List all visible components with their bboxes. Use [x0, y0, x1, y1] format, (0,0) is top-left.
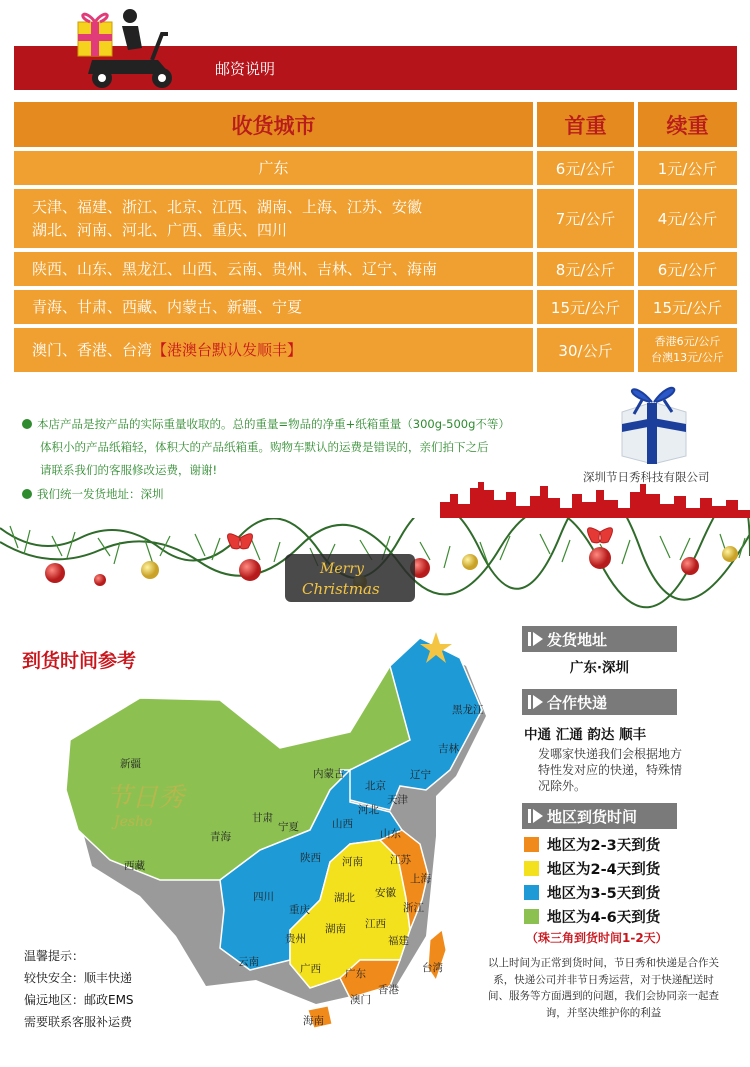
tip-line-3: 需要联系客服补运费 [24, 1015, 133, 1029]
map-label-aomen: 澳门 [350, 994, 371, 1006]
bar-icon [528, 632, 531, 646]
map-label-hubei: 湖北 [334, 892, 355, 904]
map-label-shaanxi: 陕西 [300, 852, 321, 864]
map-label-anhui: 安徽 [375, 887, 396, 899]
header-extra-weight: 续重 [638, 102, 737, 147]
row-cities-highlight: 【港澳台默认发顺丰】 [152, 340, 303, 359]
map-label-heilongjiang: 黑龙江 [452, 704, 484, 716]
map-label-jiangsu: 江苏 [390, 854, 411, 866]
courier-list: 中通 汇通 韵达 顺丰 [524, 727, 647, 743]
note-text: 我们统一发货地址：深圳 [37, 487, 164, 501]
row-cities-line2: 湖北、河南、河北、广西、重庆、四川 [32, 220, 288, 239]
row-cities: 广东 [14, 151, 533, 185]
map-label-taiwan: 台湾 [422, 962, 443, 974]
legend-label: 地区为2-3天到货 [547, 837, 661, 854]
row-first-price: 6元/公斤 [537, 151, 634, 185]
map-label-qinghai: 青海 [210, 831, 231, 843]
table-row [14, 252, 737, 286]
legend-note: （珠三角到货时间1-2天） [526, 931, 668, 945]
map-label-xinjiang: 新疆 [120, 758, 141, 770]
courier-title: 合作快递 [547, 693, 608, 712]
gift-box-icon [612, 372, 694, 464]
row-cities-text: 澳门、香港、台湾 [32, 340, 153, 359]
legend-swatch [524, 885, 539, 900]
header-title: 邮资说明 [215, 60, 276, 78]
map-label-guizhou: 贵州 [285, 933, 306, 945]
ship-from-value: 广东·深圳 [569, 660, 630, 676]
row-cities [14, 328, 533, 372]
map-label-jilin: 吉林 [438, 743, 459, 755]
table-row [14, 328, 737, 372]
row-extra-price: 4元/公斤 [638, 189, 737, 248]
map-label-neimenggu: 内蒙古 [313, 768, 345, 780]
row-extra-price: 1元/公斤 [638, 151, 737, 185]
map-label-hunan: 湖南 [325, 923, 346, 935]
tips-title: 温馨提示： [24, 949, 85, 963]
legend-item [524, 882, 660, 902]
note-line-3: 请联系我们的客服修改运费，谢谢! [40, 463, 218, 477]
row-first-price: 15元/公斤 [537, 290, 634, 324]
table-row [14, 151, 737, 185]
row-first-price: 30/公斤 [537, 328, 634, 372]
map-label-hainan: 海南 [303, 1015, 324, 1027]
row-first-price: 7元/公斤 [537, 189, 634, 248]
courier-note: 发哪家快递我们会根据地方特性发对应的快递，特殊情况除外。 [538, 747, 683, 793]
note-line-2: 体积小的产品纸箱轻，体积大的产品纸箱重。购物车默认的运费是错误的，亲们拍下之后 [40, 440, 489, 454]
legend-label: 地区为4-6天到货 [547, 909, 661, 926]
legend-item [524, 858, 660, 878]
play-icon [533, 632, 543, 646]
map-label-gansu: 甘肃 [252, 812, 273, 824]
map-watermark: 节日秀 [106, 783, 185, 813]
christmas-garland [0, 518, 750, 618]
map-label-henan: 河南 [342, 856, 363, 868]
row-cities: 陕西、山东、黑龙江、山西、云南、贵州、吉林、辽宁、海南 [14, 252, 533, 286]
delivery-scooter-icon [70, 4, 180, 90]
row-extra-price: 6元/公斤 [638, 252, 737, 286]
map-label-shandong: 山东 [380, 828, 401, 840]
legend-swatch [524, 909, 539, 924]
legend-swatch [524, 861, 539, 876]
note-line-1 [22, 413, 510, 435]
table-row [14, 290, 737, 324]
map-label-yunnan: 云南 [238, 956, 259, 968]
legend-swatch [524, 837, 539, 852]
map-label-fujian: 福建 [388, 935, 409, 947]
ship-from-bar [522, 626, 677, 652]
map-label-xianggang: 香港 [378, 984, 399, 996]
map-label-ningxia: 宁夏 [278, 821, 299, 833]
map-label-tianjin: 天津 [387, 794, 408, 806]
map-label-shanxi: 山西 [332, 818, 353, 830]
map-label-guangxi: 广西 [300, 963, 321, 975]
company-name: 深圳节日秀科技有限公司 [583, 470, 710, 484]
row-extra-price [638, 328, 737, 372]
row-extra-price: 15元/公斤 [638, 290, 737, 324]
table-header-row [14, 102, 737, 147]
row-cities: 青海、甘肃、西藏、内蒙古、新疆、宁夏 [14, 290, 533, 324]
map-label-chongqing: 重庆 [289, 904, 310, 916]
map-label-shanghai: 上海 [410, 873, 431, 885]
note-text: 本店产品是按产品的实际重量收取的。总的重量=物品的净重+纸箱重量（300g-500g不等） [37, 417, 510, 431]
row-extra-price-line2: 台澳13元/公斤 [651, 351, 724, 364]
map-title: 到货时间参考 [22, 650, 137, 672]
merry-text: Merry [320, 561, 364, 577]
map-label-guangdong: 广东 [345, 968, 366, 980]
ship-from-title: 发货地址 [547, 630, 608, 649]
row-extra-price-line1: 香港6元/公斤 [654, 335, 721, 348]
map-label-xizang: 西藏 [124, 860, 145, 872]
map-watermark-latin: Jesho [114, 814, 153, 830]
bar-icon [528, 809, 531, 823]
bullet-icon [22, 419, 32, 429]
play-icon [533, 695, 543, 709]
map-label-sichuan: 四川 [253, 891, 274, 903]
play-icon [533, 809, 543, 823]
delivery-time-title: 地区到货时间 [547, 807, 638, 826]
delivery-time-bar [522, 803, 677, 829]
map-label-liaoning: 辽宁 [410, 769, 431, 781]
legend-label: 地区为3-5天到货 [547, 885, 661, 902]
row-first-price: 8元/公斤 [537, 252, 634, 286]
header-first-weight: 首重 [537, 102, 634, 147]
row-cities [14, 189, 533, 248]
map-label-jiangxi: 江西 [365, 918, 386, 930]
table-row [14, 189, 737, 248]
christmas-text: Christmas [302, 580, 380, 598]
tip-line-1: 较快安全：顺丰快递 [24, 971, 133, 985]
row-cities-line1: 天津、福建、浙江、北京、江西、湖南、上海、江苏、安徽 [32, 197, 423, 216]
legend-item [524, 906, 660, 926]
map-label-zhejiang: 浙江 [403, 902, 424, 914]
map-label-beijing: 北京 [365, 780, 386, 792]
legend-item [524, 834, 660, 854]
postage-table [14, 102, 737, 372]
disclaimer-text: 以上时间为正常到货时间，节日秀和快递是合作关系，快递公司并非节日秀运营，对于快递配送时间、服务等方面遇到的问题，我们会协同亲一起查询，并坚决维护你的利益 [488, 957, 719, 1019]
legend-label: 地区为2-4天到货 [547, 861, 661, 878]
city-skyline-divider [0, 480, 750, 522]
header-city: 收货城市 [14, 102, 533, 147]
tip-line-2: 偏远地区：邮政EMS [24, 993, 134, 1007]
bar-icon [528, 695, 531, 709]
map-label-hebei: 河北 [358, 804, 379, 816]
courier-bar [522, 689, 677, 715]
